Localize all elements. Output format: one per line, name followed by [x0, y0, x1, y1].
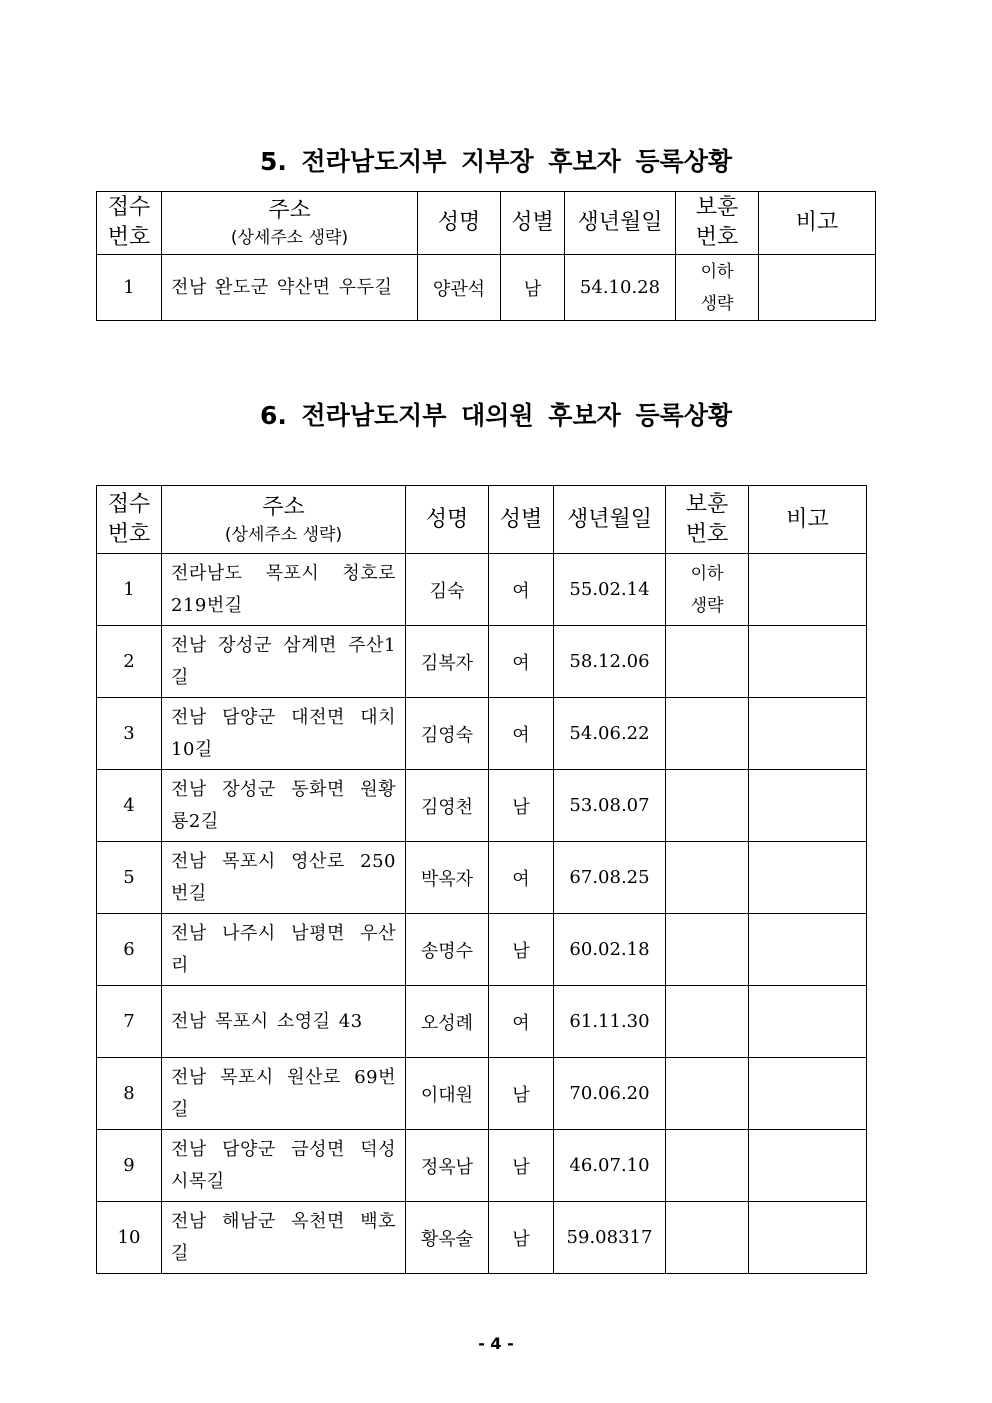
cell-address: 전남 나주시 남평면 우산리 [162, 914, 406, 986]
section6-title: 6. 전라남도지부 대의원 후보자 등록상황 [259, 401, 733, 430]
cell-no: 4 [97, 770, 162, 842]
cell-birth: 54.06.22 [554, 698, 666, 770]
cell-remarks [749, 770, 867, 842]
cell-address: 전남 장성군 동화면 원황룡2길 [162, 770, 406, 842]
cell-veteran-no [666, 554, 749, 626]
cell-address: 전남 담양군 대전면 대치10길 [162, 698, 406, 770]
cell-address: 전라남도 목포시 청호로 219번길 [162, 554, 406, 626]
cell-gender: 남 [489, 1130, 554, 1202]
cell-name: 박옥자 [406, 842, 489, 914]
cell-veteran-no [666, 626, 749, 698]
col-header-birth: 생년월일 [554, 486, 666, 554]
table-row [97, 770, 867, 842]
cell-veteran-no [666, 914, 749, 986]
section6-table [96, 485, 867, 1274]
cell-gender: 여 [489, 842, 554, 914]
cell-veteran-no [676, 255, 759, 321]
cell-remarks [749, 914, 867, 986]
table-row [97, 626, 867, 698]
cell-birth: 53.08.07 [554, 770, 666, 842]
cell-remarks [749, 1202, 867, 1274]
cell-name: 오성례 [406, 986, 489, 1058]
cell-no: 8 [97, 1058, 162, 1130]
cell-remarks [749, 1130, 867, 1202]
veteran-note-line2: 생략 [700, 293, 734, 314]
col-header-address: 주소 (상세주소 생략) [162, 486, 406, 554]
cell-veteran-no [666, 842, 749, 914]
col-header-remarks: 비고 [749, 486, 867, 554]
cell-remarks [749, 554, 867, 626]
table-header-row [97, 486, 867, 554]
cell-remarks [749, 698, 867, 770]
col-header-remarks: 비고 [759, 192, 876, 255]
cell-remarks [749, 626, 867, 698]
table-row [97, 914, 867, 986]
cell-birth: 61.11.30 [554, 986, 666, 1058]
cell-name: 황옥술 [406, 1202, 489, 1274]
cell-veteran-no [666, 1130, 749, 1202]
col-header-veteran-no: 보훈 번호 [666, 486, 749, 554]
cell-no: 5 [97, 842, 162, 914]
table-row [97, 554, 867, 626]
col-header-no: 접수 번호 [97, 192, 162, 255]
col-header-name: 성명 [406, 486, 489, 554]
cell-gender: 남 [489, 914, 554, 986]
cell-gender: 여 [489, 626, 554, 698]
cell-name: 김영천 [406, 770, 489, 842]
table-row [97, 842, 867, 914]
cell-no: 10 [97, 1202, 162, 1274]
cell-remarks [759, 255, 876, 321]
cell-veteran-no [666, 770, 749, 842]
section5-table [96, 191, 876, 321]
cell-name: 송명수 [406, 914, 489, 986]
cell-birth: 60.02.18 [554, 914, 666, 986]
veteran-note-line1: 이하 [690, 563, 724, 584]
cell-name: 김영숙 [406, 698, 489, 770]
cell-name: 김복자 [406, 626, 489, 698]
cell-veteran-no [666, 986, 749, 1058]
cell-address: 전남 장성군 삼계면 주산1길 [162, 626, 406, 698]
cell-remarks [749, 986, 867, 1058]
cell-address: 전남 담양군 금성면 덕성시목길 [162, 1130, 406, 1202]
cell-veteran-no [666, 1058, 749, 1130]
col-header-gender: 성별 [489, 486, 554, 554]
col-header-gender: 성별 [501, 192, 565, 255]
table-row [97, 1130, 867, 1202]
cell-birth: 55.02.14 [554, 554, 666, 626]
cell-no: 7 [97, 986, 162, 1058]
page-number: - 4 - [478, 1334, 514, 1353]
col-header-no: 접수 번호 [97, 486, 162, 554]
cell-gender: 남 [501, 255, 565, 321]
cell-remarks [749, 1058, 867, 1130]
cell-no: 2 [97, 626, 162, 698]
cell-gender: 여 [489, 554, 554, 626]
cell-remarks [749, 842, 867, 914]
cell-gender: 여 [489, 698, 554, 770]
cell-gender: 남 [489, 1202, 554, 1274]
table-row [97, 986, 867, 1058]
table-row [97, 1058, 867, 1130]
cell-birth: 58.12.06 [554, 626, 666, 698]
cell-veteran-no [666, 1202, 749, 1274]
table-row [97, 255, 876, 321]
cell-address: 전남 목포시 원산로 69번길 [162, 1058, 406, 1130]
section5-title: 5. 전라남도지부 지부장 후보자 등록상황 [259, 147, 733, 176]
col-header-address: 주소 (상세주소 생략) [162, 192, 418, 255]
cell-name: 정옥남 [406, 1130, 489, 1202]
cell-no: 6 [97, 914, 162, 986]
table-header-row [97, 192, 876, 255]
cell-name: 이대원 [406, 1058, 489, 1130]
veteran-note-line2: 생략 [690, 595, 724, 616]
table-row [97, 698, 867, 770]
cell-no: 1 [97, 554, 162, 626]
cell-no: 3 [97, 698, 162, 770]
cell-veteran-no [666, 698, 749, 770]
cell-no: 1 [97, 255, 162, 321]
col-header-birth: 생년월일 [565, 192, 676, 255]
cell-name: 양관석 [418, 255, 501, 321]
cell-address: 전남 목포시 소영길 43 [162, 986, 406, 1058]
cell-gender: 남 [489, 1058, 554, 1130]
cell-name: 김숙 [406, 554, 489, 626]
cell-birth: 54.10.28 [565, 255, 676, 321]
cell-address: 전남 완도군 약산면 우두길 [162, 255, 418, 321]
cell-birth: 70.06.20 [554, 1058, 666, 1130]
cell-no: 9 [97, 1130, 162, 1202]
col-header-veteran-no: 보훈 번호 [676, 192, 759, 255]
cell-address: 전남 해남군 옥천면 백호길 [162, 1202, 406, 1274]
cell-address: 전남 목포시 영산로 250번길 [162, 842, 406, 914]
table-row [97, 1202, 867, 1274]
cell-birth: 46.07.10 [554, 1130, 666, 1202]
cell-birth: 67.08.25 [554, 842, 666, 914]
col-header-name: 성명 [418, 192, 501, 255]
cell-gender: 여 [489, 986, 554, 1058]
cell-gender: 남 [489, 770, 554, 842]
cell-birth: 59.08317 [554, 1202, 666, 1274]
veteran-note-line1: 이하 [700, 261, 734, 282]
